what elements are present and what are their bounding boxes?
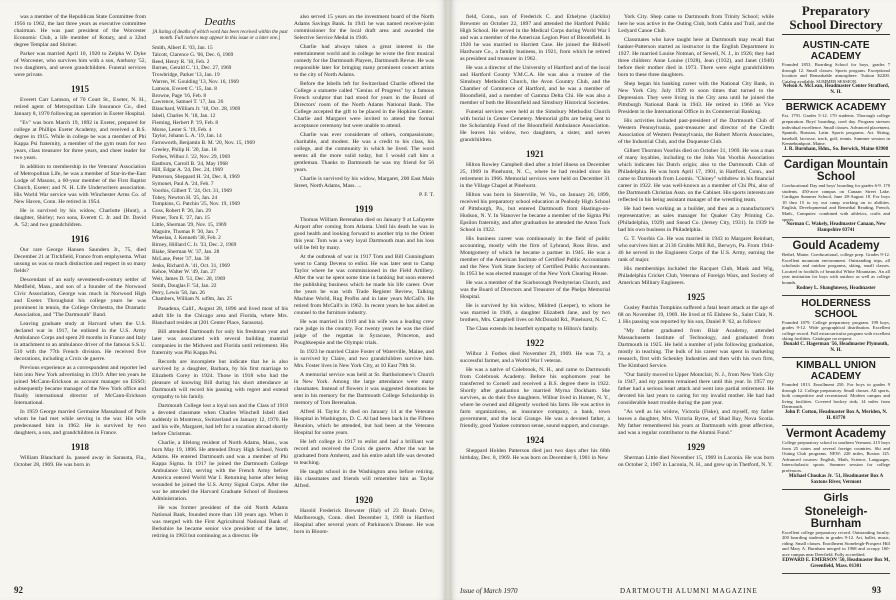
death-entry: Forbes, Wilbur J. '22, Nov. 29, 1969 xyxy=(152,153,231,160)
obituary-text: Funeral services were held at the Simsbury Methodist Church with burial in Center Cemetery. Memorial gifts are being sent to the Scholarship Fund of the Bloomfield Ambulance Association. He leaves his widow, two daughters, a sister, and seven grandchildren. xyxy=(460,109,610,143)
obituary-text: He was former president of the old North Adams National Bank, founded more than 130 years ago. When it was merged with the First Agricultural National Bank of Berkshire he became senior vice president of the latter, retiring in 1963 but continuing as a director. He xyxy=(152,505,288,540)
school-contact: Rodney L. Shaughnessy, Headmaster xyxy=(796,285,876,291)
obituary-text: Charlie, a lifelong resident of North Adams, Mass., was born May 19, 1896. He attended Drury High School, North Adams. He entered Dartmouth and was a member of Phi Kappa Sigma. In 1917 he joined the Dartmouth College Ambulance Unit, serving with the French Army before America entered World War I. Returning home after being wounded he joined the U.S. Army Signal Corps. After the war he attended the Harvard Graduate School of Business Administration. xyxy=(152,440,288,503)
school-ad xyxy=(782,100,890,157)
school-ad xyxy=(782,157,890,238)
school-name: AUSTIN-CATE ACADEMY xyxy=(802,40,870,62)
obituary-text: Sheppard Holden Patterson died just two days after his 68th birthday, Dec. 8, 1969. He was born on December 6, 1901 in New xyxy=(460,448,610,461)
school-contact: Michael Choukas Jr. '51, Headmaster Box A Saxtons River, Vermont xyxy=(788,473,884,485)
obituary-text: York City. Shep came to Dartmouth from Trinity School; while here he was active in the Outing Club, both Cabin and Trail, and the Ledyard Canoe Club. xyxy=(618,14,774,34)
death-entry: Voorhis, Gilbert T. '24, Oct. 31, 1969 xyxy=(152,187,232,194)
obituary-text: "As well as his widow, Victoria (Fiske), and myself, my father leaves a daughter, Mrs. Victoria Byrne, of Shad Bay, Nova Scotia. My father remembered his years at Dartmouth with great affection, and was a regular contributor to the Alumni Fund." xyxy=(618,409,774,436)
obituary-text: was a member of the Republican State Committee from 1956 to 1962, the last three years as executive committee chairman. He was past president of the Worcester Economic Club, a life member of Rotary, and a 32nd degree Templar and Shriner. xyxy=(14,14,146,48)
school-description: Bethel, Maine. Coeducational, college prep. Grades 9-12. Excellent mountain environment. Outstanding trips, all scholastic and outdoor programs, skiing, small classes. Located in foothills of beautiful White Mountains. An all year institution for boys with outdoor as well as college bounds. xyxy=(782,252,890,286)
deaths-list xyxy=(152,45,288,303)
author-initials: P. F. T. xyxy=(418,192,434,198)
death-entry: Browne, Page '16, Feb. 8 xyxy=(152,92,207,99)
school-description: Coeducational Day and boys' boarding for grades 6-9. 170 students. 450-acre campus on Canaan Street Lake. Cardigan Summer School, June 28-August 18. For boys 10 thru 15 to try out camp working on to abilities. English, Developmental and Remedial Reading, French, Math., Computer: combined with athletics, crafts and sports. xyxy=(782,182,890,222)
school-description: Excellent college preparatory record. Outstanding faculty. 200 boarding students in grades 9-12. Art, ballet, music, riding. Small classes. Enrollment Stoneleigh-Prospect Hill and Mary A. Burnham merged in 1968 and occupy 160-acre campus near Deerfield. Fully accredited. xyxy=(782,529,890,557)
obituary-text: He was married in 1919 and his wife was a leading crew race judge in the country. For twenty years he was the chief judge of the regattas in Syracuse, Princeton, and Poughkeepsie and the Olympic trials. xyxy=(294,319,434,346)
obituary-text: He left college in 1917 to enlist and had a brilliant war record and received the Croix de guerre. After the war he graduated from Amherst, and his entire adult life was devoted to teaching. xyxy=(294,439,434,466)
obituary-text: "Our family moved to Upper Montclair, N. J., from New York City in 1947, and my parents remained there until this year. In 1957 my father had a serious heart attack and went into partial retirement. He devoted his last years to caring for my invalid mother. He had had considerable heart trouble during the past year. xyxy=(618,372,774,406)
right-column-1 xyxy=(460,14,610,586)
obituary-text: Wilbur J. Forbes died November 29, 1969. He was 73, a successful farmer, and a World War I veteran. xyxy=(460,351,610,364)
obituary-text: Descendant of an early seventeenth-century settler of Medfield, Mass., and son of a founder of the Norwood Civic Association, George was much in Norwood High and Exeter. Throughout his college years he was prominent in tennis, the College Orchestra, the Dramatic Association, and "The Dartmouth" Band. xyxy=(14,277,146,318)
obituary-text: "Ev" was born March 19, 1892 in Exeter, prepared for college at Phillips Exeter Academy, and received a B.S. degree in 1915. While in college he was a member of Phi Kappa Psi fraternity, a member of the gym team for two years, class treasurer for three years, and cheer leader for two years. xyxy=(14,120,146,161)
girls-heading: Girls xyxy=(823,491,849,504)
obituary-text: Charlie was ever considerate of others, compassionate, charitable, and modest. He was a credit to his class, his college, and the community in which he lived. The word seems all the more valid today, but I would call him a gentleman. Thanks to Dartmouth he was my friend for 56 years. xyxy=(294,132,434,173)
school-contact: Nelson A. McLean, Headmaster Center Strafford, N. H. xyxy=(782,84,890,96)
obituary-text: A memorial service was held at St. Bartholomew's Church in New York. Among the large attendance were many classmates. Instead of flowers it was suggested donations be sent in his memory for the Dartmouth College Scholarship in memory of Tom Berenahan. xyxy=(294,372,434,406)
obituary-text: William Blanchard Ja. passed away in Sarasota, Fla., October 28, 1969. He was born in xyxy=(14,455,146,468)
obituary-text: In 1959 George married Germaine Massabaud of Paris whom he had met while serving in the war. His wife predeceased him in 1962. He is survived by two daughters, a son, and grandchildren in France. xyxy=(14,409,146,436)
school-contact: Norman C. Wakely, Headmaster Canaan, New Hampshire 03741 xyxy=(786,222,886,234)
death-entry: Tobey, Newton H. '25, Jan. 24 xyxy=(152,194,218,201)
school-description: Est. 1791. Grades 5-12. 170 students. Thorough college preparation. Boys' boarding, coed day. Program stresses individual excellence. Small classes. Advanced placement, Spanish, Russian, Latin. Sports programs. Art. Skiing, baseball, lacrosse, track, golf, tennis. Summer session in Kennebunkport, Maine. xyxy=(782,113,890,147)
class-year-heading: 1925 xyxy=(687,292,705,302)
death-entry: Blake, Sherman W. '37, Jan. 28 xyxy=(152,248,220,255)
school-contact: EDWARD E. EMERSON '50, Headmaster Box M, Greenfield, Mass. 01301 xyxy=(782,557,890,569)
school-contact: Donald C. Hagerman '56, Headmaster Plymouth, N. H. xyxy=(783,342,889,354)
death-entry: Morse, Lester S. '19, Feb. 4 xyxy=(152,126,212,133)
page-number-right: 93 xyxy=(872,585,881,595)
death-entry: Hill, Edgar A. '24, Dec. 24, 1969 xyxy=(152,167,223,174)
school-name: HOLDERNESS SCHOOL xyxy=(801,297,871,320)
obituary-text: Leaving graduate study at Harvard when the U.S. declared war in 1917, he enlisted in the U.S. Army Ambulance Corps and spent 20 months in France and Italy in attachment to an ambulance driver of the famous S.S.U. 510 with the 77th French division. He received five decorations, including a Croix de guerre. xyxy=(14,321,146,362)
school-name: Vermont Academy xyxy=(786,428,886,440)
obituary-text: Charlie had always taken a great interest in the entertainment world and in college he wrote the first musical comedy for the Dartmouth Players, Dartmouth Revue. He was responsible later for bringing many prominent concert artists to the city of North Adams. xyxy=(294,44,434,78)
death-entry: Isbell, Charles N. '18, Jan. 12 xyxy=(152,112,216,119)
school-ad xyxy=(782,358,890,426)
obituary-text: Bill attended Dartmouth for only his freshman year and later was associated with several building material companies in the Midwest and Florida until retirement. His fraternity was Phi Kappa Psi. xyxy=(152,329,288,357)
death-entry: Lamson, Everett C. '15, Jan. 8 xyxy=(152,85,217,92)
obituary-text: also served 15 years on the investment board of the North Adams Savings Bank. In 1941 he was named receiver-joint commissioner for the local draft area and awarded the Selective Service Medal in 1946. xyxy=(294,14,434,41)
obituary-text: He was a native of Colebrook, N. H., and came to Dartmouth from Colebrook Academy. Before his sophomore year he transferred to Cornell and received a B.S. degree there in 1922. Shortly after graduation he married Myrna Dockham. She survives, as do their five daughters. Wilbur lived in Homer, N. Y., where he owned and diligently worked his farm. He was active in farm organizations, as insurance company, a bank, town government, and the local Grange. He was a devoted father, a friendly, good Yankee common sense, sound support, and courage. xyxy=(460,367,610,429)
deaths-title: Deaths xyxy=(204,16,236,28)
obituary-text: Shep began his banking career with the National City Bank, in New York City. July 1929 to soon times that turned to the Depression. They were living in the City area until he joined the Pittsburgh National Bank in 1943. He retired in 1966 as Vice President in the International Office in its Commercial Banking. xyxy=(618,81,774,115)
obituary-text: Harold Frederick Brewster (Hal) of 23 Brush Drive, Marlborough, Conn. died December 3, 1969 in Hartford Hospital after several years of Parkinson's Disease. He was born in Bloom- xyxy=(294,508,434,535)
class-year-heading: 1921 xyxy=(526,149,544,159)
school-description: Founded 1813. Enrollment 250. For boys in grades 9 through 12. College preparatory. Small classes. All sports, both competitive and recreational. Modern campus and living facilities. Covered hockey rink; 14 miles from Dartmouth. xyxy=(782,382,890,410)
obituary-text: Classmates who have taught here at Dartmouth may recall that banker-Patterson started as instructor in the English Department in 1927. He married Louise Notman, of Sewell, N. J., in 1926; they had three children: Anne Louise (1928), Jean (1932), and Janet (1940) before their mother died in 1973. There were eight grandchildren born to these three daughters. xyxy=(618,37,774,78)
school-ad xyxy=(782,504,890,574)
death-entry: Reed, Henry R. '10, Feb. 2 xyxy=(152,58,210,65)
death-entry: Little, Sherman '29, Nov. 15, 1969 xyxy=(152,221,227,228)
death-entry: Perry, Lewis '58, Jan. 26 xyxy=(152,289,205,296)
death-entry: Eastburn, Carroll B. '24, May 1968 xyxy=(152,160,228,167)
obituary-text: At the outbreak of war in 1917 Tom and Bill Cunningham went to Camp Devens to enlist. He was later sent to Camp Taylor where he was commissioned in the Field Artillery. After the war he spent some time in banking but soon entered the publishing business which he made his life career. Over the years he was with Trade Register Review, Talking Machine World, Rug Profits and in later years McCall's. He retired from McCall's in 1962. In recent years he has aided as counsel to the furniture industry. xyxy=(294,254,434,316)
issue-date: Issue of March 1970 xyxy=(460,587,518,595)
obituary-text: In 1923 he married Claire Foster of Waterville, Maine, and is survived by Claire, and two grandchildren survive him. Mrs. Foster lives in New York City, at 10 East 79th St. xyxy=(294,349,434,369)
class-year-heading: 1916 xyxy=(71,234,89,244)
school-name: KIMBALL UNION ACADEMY xyxy=(796,360,876,383)
obituary-text: Everett Carr Lamson, of 70 Court St., Exeter, N. H., retired agent of Metropolitan Life Insurance Co., died January 8, 1970 following an operation in Exeter Hospital. xyxy=(14,97,146,117)
class-year-heading: 1919 xyxy=(355,204,373,214)
left-column-3 xyxy=(294,14,434,594)
school-directory xyxy=(782,4,890,594)
obituary-text: He had been working as a builder, and then as a manufacturer's representative; as sales manager for Quaker City Printing Co. (Philadelphia, 1929) and Snead Co. (Jersey City, 1931). In 1939 he had his own business in Philadelphia. xyxy=(618,206,774,233)
deaths-note: [A listing of deaths of which word has been received within the past month. Full notices may appear in this issue or a later one.] xyxy=(152,30,288,41)
death-entry: Birney, Hilliard C. Jr. '33, Dec. 2, 1969 xyxy=(152,242,237,249)
death-entry: Farnsworth, Benjamin B. M. '20, Nov. 15, 1969 xyxy=(152,140,255,147)
obituary-text: Dartmouth College lost a loyal son and the Class of 1918 a devoted classmate when Charles Winchell Isbell died suddenly in Montreux, Switzerland on January 12, 1970. He and his wife, Margaret, had left for a vacation abroad shortly before Christmas. xyxy=(152,403,288,438)
death-entry: Warren, W. Goulding '13, Nov. 16, 1969 xyxy=(152,78,239,85)
obituary-text: He taught school in the Washington area before retiring. His classmates and friends will remember him as Taylor Alfred. xyxy=(294,469,434,489)
death-entry: Lawrence, Samuel T. '17, Jan. 26 xyxy=(152,99,224,106)
left-column-1 xyxy=(14,14,146,594)
death-entry: McLane, Peter '37, Jan. 30 xyxy=(152,255,210,262)
obituary-text: Pasadena, Calif., August 28, 1896 and lived most of his adult life in the Chicago area and Florida, where Mrs. Blanchard resides at (201 Center Place, Sarasota). xyxy=(152,306,288,327)
school-name: Stoneleigh-Burnham xyxy=(804,505,868,530)
school-ad xyxy=(782,238,890,296)
obituary-text: Records are incomplete but indicate that he is also survived by a daughter, Barbara, by his first marriage to Elizabeth Corey in 1924. Those in 1918 who had the pleasure of knowing Bill during his short attendance at Dartmouth will record his passing with regret and extend sympathy to his family. xyxy=(152,359,288,401)
obituary-text: He is survived by his widow, Charlotte (Hunt), a daughter, Shirley; two sons, Everett C. Jr. and Dr. David A. '52; and two grandchildren. xyxy=(14,208,146,228)
directory-title: Preparatory School Directory xyxy=(782,4,890,35)
death-entry: Pinner, Tom E. '27, Jan. 15 xyxy=(152,214,210,221)
school-contact: J. R. Burnham, Hdm., So. Berwick, Maine 03908 xyxy=(783,146,889,152)
obituary-text: Hilton Rowley Campbell died after a brief illness on December 25, 1969 in Pinehurst, N. C., where he had resided since his retirement in 1966. Memorial services were held on December 31 in the Village Chapel at Pinehurst. xyxy=(460,162,610,189)
magazine-name: DARTMOUTH ALUMNI MAGAZINE xyxy=(620,587,758,595)
obituary-text: Alfred H. Taylor Jr. died on January 14 at the Veterans Hospital in Washington, D. C. Al had been back in the Fifteen Reunion, which he attended, but had been at the Veterans Hospital for some years. xyxy=(294,409,434,436)
obituary-text: Previous experience as a correspondent and reporter led him into New York advertising in 1919. After ten years he joined McCann-Erickson as account manager on ESSO; subsequently became manager of the New York office and finally international director of McCann-Erickson International. xyxy=(14,365,146,406)
obituary-text: Gusley Patchin Tompkins suffered a fatal heart attack at the age of 68 on November 19, 1969. He lived at 65 Elsbree St., Saint Clair, N. J. His passing was reported by his son, Daniel P. '62, as follows: xyxy=(618,305,774,325)
left-column-2 xyxy=(152,14,288,594)
obituary-text: He was a member of the Scarborough Presbyterian Church, and was the Board of Directors and Treasurer of the Phelps Memorial Hospital. xyxy=(460,280,610,300)
class-year-heading: 1918 xyxy=(71,442,89,452)
directory-ads xyxy=(782,38,890,574)
death-entry: Kehoe, Walter W. '49, Jan. 27 xyxy=(152,269,216,276)
obituary-text: He was a director of the University of Hartford and of the local and Hartford County Y.M.C.A. He was also a trustee of the Simsbury Methodist Church, the Avon Country Club, and the Chamber of Commerce of Hartford, and he was a member of Bloomfield, and a member of Gamma Delta Chi. He was also a member of both the Bloomfield and Simsbury Historical Societies. xyxy=(460,65,610,106)
death-entry: Chambers, William N. u49m, Jan. 25 xyxy=(152,296,233,303)
right-page xyxy=(450,0,896,600)
death-entry: Greeley, Philip H. '20, Jan. 18 xyxy=(152,146,217,153)
death-entry: Trowbridge, Parker '13, Jan. 19 xyxy=(152,72,220,79)
school-description: Founded 1853. Boarding School for boys, grades 7 through 12. Small classes. Sports program. Exceptional location and Remarkable atmosphere. Tuition $2200. Catalog available. SUMMER SESSION. xyxy=(782,62,890,84)
obituary-text: Gilbert Thornton Voorhis died on October 31, 1969. He was a man of many loyalties, including to the John Van Voorhis Association which indicates his Dutch origin; also to the Dartmouth Club of Philadelphia. He was born April 17, 1901, in Hartford, Conn., and came to Dartmouth from Loomis. "Chiney" withdrew in his financial career in 1922. He was well-known as a member of Chi Phi, also of the Dartmouth Christian Assn. on the Cabinet. His sports interests are reflected in his being assistant manager of the wrestling team. xyxy=(618,148,774,203)
school-name: Gould Academy xyxy=(792,240,880,253)
class-year-heading: 1929 xyxy=(687,442,705,452)
school-name: BERWICK ACADEMY xyxy=(785,102,887,114)
death-entry: Jenks, Richard A. '41, Oct. 31, 1969 xyxy=(152,262,230,269)
obituary-text: Sherman Little died November 15, 1969 in Laconia. He was born on October 2, 1907 in Laconia, N. H., and grew up in Thetford, N. Y. xyxy=(618,455,774,468)
death-entry: Smith, Douglas F. '54, Jan. 22 xyxy=(152,282,217,289)
death-entry: Fleming, Herbert P. '19, Feb. 8 xyxy=(152,119,219,126)
class-year-heading: 1924 xyxy=(526,435,544,445)
obituary-text: He is survived by his widow, Mildred (Leeper), to whom he was married in 1946, a daughter Elizabeth Jane, and by two brothers, Mrs. Campbell lives on McDonald Rd., Pinehurst, N. C. xyxy=(460,303,610,323)
obituary-text: His memberships included the Racquet Club, Mask and Wig, Philadelphia Cricket Club, Veterans of Foreign Wars, and Society of American Military Engineers. xyxy=(618,266,774,286)
death-entry: Tompkins, G. Patchin '25, Nov. 19, 1969 xyxy=(152,201,240,208)
death-entry: Burnes, Gerald C. '11, Dec. 27, 1969 xyxy=(152,65,232,72)
obituary-text: His business career was continuously in the field of public accounting, mostly with the firm of Lybrand, Ross Bros. and Montgomery of which he became a partner in 1945. He was a member of the American Institute of Certified Public Accountants and the New York State Society of Certified Public Accountants. In 1953 he was elected manager of the New York Clearing House. xyxy=(460,236,610,277)
school-ad xyxy=(782,296,890,358)
right-column-2 xyxy=(618,14,774,586)
left-page xyxy=(0,0,446,600)
school-ad xyxy=(782,38,890,100)
obituary-text: In addition to membership in the Veterans' Association of Metropolitan Life, he was a member of Star-in-the-East Lodge of Masons, a 60-year member of the First Baptist Church, Exeter; and N. H. Life Underwriters association. His World War service was with Winchester Arms Co. of New Haven, Conn. He retired in 1954. xyxy=(14,164,146,205)
obituary-text: The Class extends its heartfelt sympathy to Hilton's family. xyxy=(466,326,599,332)
obituary-text: Parker was married April 10, 1920 to Zelpha W. Dyke of Worcester, who survives him with a son, Anthony '52, two daughters, and seven grandchildren. Funeral services were private. xyxy=(14,51,146,78)
page-number-left: 92 xyxy=(14,585,23,595)
obituary-text: Thomas William Berenahan died on January 9 at Lafayette Airport after coming from Atlanta. Until his death he was in good health and looking forward to another trip to the Orient this year. Tom was a very loyal Dartmouth man and his loss will be felt by many. xyxy=(294,217,434,251)
school-ad xyxy=(782,426,890,490)
death-entry: Maguire, Thomas P. '30, Jan. 7 xyxy=(152,228,219,235)
death-entry: Wheelan, J. Kenneth '30, Feb. 2 xyxy=(152,235,221,242)
class-year-heading: 1915 xyxy=(71,84,89,94)
death-entry: Talcott, Clarence G. '06, Dec. 6, 1969 xyxy=(152,51,234,58)
school-description: College preparatory school in southern Vermont. 215 boys from 25 states and several foreign countries. Ski and Outing Club programs. NEW: 220 miles, Boston 125. Advanced courses: English, Math, Science, Languages. Interscholastic sports. Summer session for college professors. xyxy=(782,440,890,473)
death-entry: Blanchard, William Jr. '18, Oct. 28, 1969 xyxy=(152,106,241,113)
class-year-heading: 1922 xyxy=(526,338,544,348)
obituary-text: Before the Isbells left for Switzerland Charlie offered the College a statuette called "Genius of Progress" by a famous French sculptor that had stood for years in the Board of Directors' room of the North Adams National Bank. The College accepted the gift to be placed in the Hopkins Center. Charlie and Margaret were invited to attend the formal acceptance ceremony but were unable to attend. xyxy=(294,81,434,129)
school-description: Founded 1879. College preparatory program. 199 boys, grades 9-12. Wide geographical distribution. Excellent college record. Full extracurricular program with excellent skiing facilities. Catalogue on request. xyxy=(782,319,890,342)
school-name: Cardigan Mountain School xyxy=(783,158,889,183)
obituary-text: G. T. Voorhis Co. He was married in 1943 to Margaret Reinhart, who survives him at 2136 Grubbs Mill Rd., Berwyn, Pa. From 1944-46 he served in the Engineers Corps of the U.S. Army, earning the rank of major. xyxy=(618,236,774,263)
death-entry: Weir, James D. '51, Dec. 28, 1969 xyxy=(152,276,226,283)
obituary-text: field, Conn., son of Frederick C. and Ethelyne (Jacklin) Brewster on October 22, 1897 and attended the Hartford Public High School. He served in the Medical Corps during World War I and was a member of the American Legion Post of Bloomfield. In 1926 he was married to Harriett Case. He joined the Bidwell Hardware Co., a family business, in 1921, from which he retired as president and treasurer in 1962. xyxy=(460,14,610,62)
class-year-heading: 1920 xyxy=(355,495,373,505)
obituary-text: "My father graduated from Blair Academy, attended Massachusetts Institute of Technology, and graduated from Dartmouth in 1925. He held a number of jobs following graduation, mostly in teaching. The bulk of his career was spent in marketing research, first with Schenley Industries and then with his own firm, The Kimbard Service. xyxy=(618,328,774,369)
death-entry: Smith, Albert E. '03, Jan. 15 xyxy=(152,45,213,51)
death-entry: Taylor, Johann L. A. '19, Jan. 14 xyxy=(152,133,222,140)
obituary-text: Our rare George Hansen Saunders Jr., 75, died December 21 at Titchfield, France from emphysema. What unsung us was so much distinction and respect in so many fields? xyxy=(14,247,146,274)
obituary-text: Charlie is survived by his widow, Margaret, 200 East Main Street, North Adams, Mass. ... xyxy=(294,176,434,189)
obituary-text: Hilton was born in Sisterville, W. Va., on January 20, 1899, received his preparatory school education at Peabody High School of Pittsburgh, Pa., but entered Dartmouth from Hastings-on-Hudson, N. Y. In 'Hanover he became a member of the Sigma Phi Epsilon fraternity, and after graduation he attended the Amos Tuck School in 1922. xyxy=(460,192,610,233)
obituary-text: His activities included past-president of the Dartmouth Club of Western Pennsylvania, past-treasurer and director of the Credit Association of Western Pennsylvania, the Robert Morris Associates, of the Industrial Club, and the Duquesne Club. xyxy=(618,118,774,145)
death-entry: Goss, Robert P. '26, Jan. 29 xyxy=(152,208,211,215)
school-contact: John P. Cotton, Headmaster Box A, Meriden, N. H. 03770 xyxy=(784,410,888,421)
death-entry: Symonet, Paul A. '24, Feb. 7 xyxy=(152,180,214,187)
death-entry: Patterson, Sheppard H. '24, Dec. 8, 1969 xyxy=(152,174,240,181)
